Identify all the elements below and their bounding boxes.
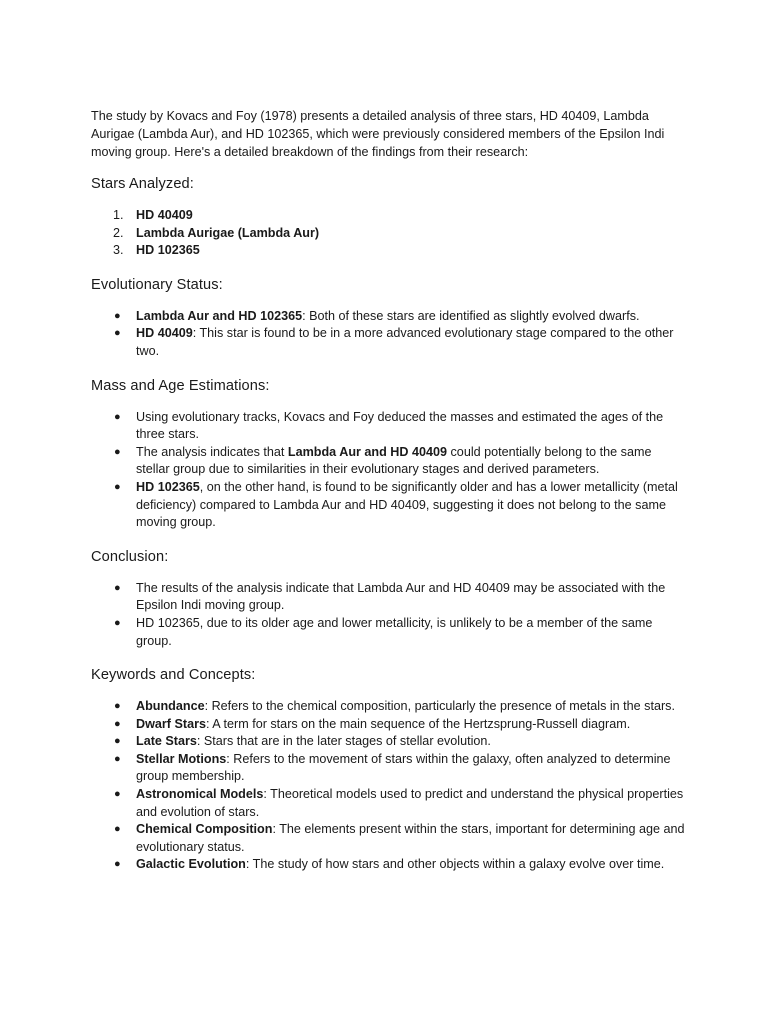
heading-evolutionary-status: Evolutionary Status: bbox=[91, 276, 223, 293]
list-item bbox=[91, 325, 688, 360]
list-item bbox=[91, 444, 688, 479]
list-item bbox=[91, 786, 688, 821]
list-item bbox=[91, 308, 688, 326]
item-bold: Galactic Evolution bbox=[136, 857, 246, 872]
item-bold: Lambda Aur and HD 40409 bbox=[287, 444, 448, 459]
bullet-icon: ● bbox=[114, 823, 121, 836]
item-text: : Stars that are in the later stages of stellar evolution. bbox=[196, 734, 491, 749]
bullet-icon: ● bbox=[114, 327, 121, 340]
heading-stars-analyzed: Stars Analyzed: bbox=[91, 176, 194, 192]
heading-mass-age: Mass and Age Estimations: bbox=[91, 377, 270, 394]
item-bold: HD 102365 bbox=[136, 479, 200, 494]
bullet-icon: ● bbox=[114, 410, 121, 423]
item-text: : Theoretical models used to predict and understand the physical properties and evolution of stars. bbox=[136, 787, 684, 819]
list-item bbox=[91, 751, 688, 786]
list-item bbox=[91, 733, 688, 751]
list-number: 2. bbox=[113, 225, 124, 240]
list-item bbox=[91, 409, 688, 444]
intro-paragraph: The study by Kovacs and Foy (1978) presents a detailed analysis of three stars, HD 40409, Lambda Aurigae (Lambda Aur), and HD 102365, which were previously considered members of the Epsilon Indi moving group. Here's a detailed breakdown of the findings from their research: bbox=[91, 109, 665, 159]
list-number: 3. bbox=[113, 243, 124, 258]
list-item bbox=[91, 580, 688, 615]
keywords-list bbox=[91, 698, 688, 874]
item-text: : Refers to the movement of stars within the galaxy, often analyzed to determine group membership. bbox=[136, 751, 671, 784]
stars-list bbox=[91, 207, 688, 260]
item-text: : Both of these stars are identified as slightly evolved dwarfs. bbox=[302, 308, 640, 323]
item-text: could potentially belong to the same stellar group due to similarities in their evolutionary stages and derived parameters. bbox=[136, 444, 652, 477]
star-name: Lambda Aurigae (Lambda Aur) bbox=[136, 225, 320, 240]
star-name: HD 40409 bbox=[136, 208, 193, 222]
list-item bbox=[91, 207, 688, 225]
conclusion-list bbox=[91, 580, 688, 650]
bullet-icon: ● bbox=[114, 445, 121, 458]
bullet-icon: ● bbox=[114, 581, 121, 594]
list-item bbox=[91, 615, 688, 650]
list-item bbox=[91, 821, 688, 856]
item-pre: The analysis indicates that bbox=[136, 444, 288, 459]
item-text: : This star is found to be in a more advanced evolutionary stage compared to the other two. bbox=[136, 326, 674, 358]
bullet-icon: ● bbox=[114, 616, 121, 629]
item-bold: Chemical Composition bbox=[136, 822, 273, 837]
list-item bbox=[91, 856, 688, 874]
heading-keywords: Keywords and Concepts: bbox=[91, 667, 256, 684]
item-text: : The elements present within the stars, important for determining age and evolutionary status. bbox=[136, 822, 685, 854]
bullet-icon: ● bbox=[114, 858, 121, 871]
mass-list bbox=[91, 409, 688, 532]
heading-conclusion: Conclusion: bbox=[91, 548, 169, 565]
item-bold: Astronomical Models bbox=[136, 787, 264, 802]
bullet-icon: ● bbox=[114, 735, 121, 748]
item-text: : The study of how stars and other objects within a galaxy evolve over time. bbox=[245, 857, 665, 872]
bullet-icon: ● bbox=[114, 717, 121, 730]
item-bold: HD 40409 bbox=[136, 326, 193, 341]
list-item bbox=[91, 242, 688, 260]
star-name: HD 102365 bbox=[136, 243, 200, 258]
item-bold: Abundance bbox=[136, 699, 205, 714]
item-text: : A term for stars on the main sequence of the Hertzsprung-Russell diagram. bbox=[206, 716, 631, 731]
list-number: 1. bbox=[113, 208, 124, 222]
bullet-icon: ● bbox=[114, 700, 121, 713]
bullet-icon: ● bbox=[114, 480, 121, 493]
bullet-icon: ● bbox=[114, 788, 121, 801]
list-item bbox=[91, 225, 688, 243]
item-bold: Lambda Aur and HD 102365 bbox=[136, 308, 303, 323]
bullet-icon: ● bbox=[114, 752, 121, 765]
item-bold: Stellar Motions bbox=[136, 751, 227, 766]
list-item bbox=[91, 698, 688, 716]
item-text: The results of the analysis indicate that Lambda Aur and HD 40409 may be associated with the Epsilon Indi moving group. bbox=[136, 580, 666, 613]
list-item bbox=[91, 479, 688, 532]
item-text: Using evolutionary tracks, Kovacs and Foy deduced the masses and estimated the ages of the three stars. bbox=[136, 409, 664, 442]
item-text: , on the other hand, is found to be significantly older and has a lower metallicity (metal deficiency) compared to Lambda Aur and HD 40409, suggesting it does not belong to the same moving group. bbox=[136, 479, 678, 530]
item-text: HD 102365, due to its older age and lower metallicity, is unlikely to be a member of the same group. bbox=[136, 615, 653, 648]
item-bold: Late Stars bbox=[136, 734, 197, 749]
list-item bbox=[91, 716, 688, 734]
evolution-list bbox=[91, 308, 688, 361]
item-bold: Dwarf Stars bbox=[136, 716, 206, 731]
bullet-icon: ● bbox=[114, 309, 121, 322]
item-text: : Refers to the chemical composition, particularly the presence of metals in the stars. bbox=[204, 699, 675, 714]
